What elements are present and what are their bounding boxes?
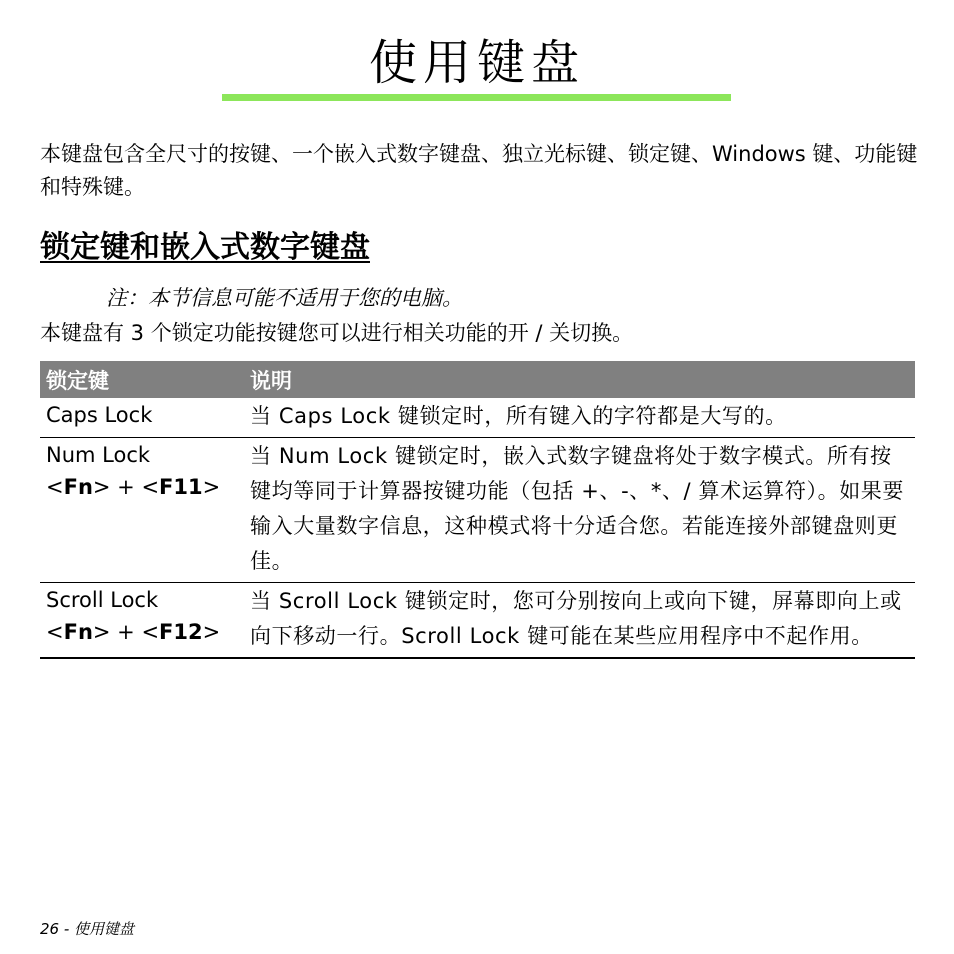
- shortcut-key: F12: [159, 620, 203, 644]
- lock-keys-intro: 本键盘有 3 个锁定功能按键您可以进行相关功能的开 / 关切换。: [40, 321, 634, 345]
- shortcut-bracket: <: [46, 620, 64, 644]
- lock-key-description: 当 Num Lock 键锁定时，嵌入式数字键盘将处于数字模式。所有按键均等同于计算器按键功能（包括 +、-、*、/ 算术运算符）。如果要输入大量数字信息，这种模式将十分适合您。若能连接外部键盘则更佳。: [236, 438, 915, 583]
- lock-key-cell: [40, 398, 236, 438]
- key-shortcut: [46, 471, 230, 503]
- shortcut-key: F11: [159, 475, 203, 499]
- key-shortcut: [46, 616, 230, 648]
- shortcut-bracket: >: [202, 475, 221, 499]
- lock-key-cell: [40, 438, 236, 583]
- section-heading: 锁定键和嵌入式数字键盘: [40, 230, 370, 265]
- note-text: 注：本节信息可能不适用于您的电脑。: [106, 286, 463, 310]
- shortcut-key: Fn: [63, 620, 93, 644]
- shortcut-bracket: <: [46, 475, 64, 499]
- title-accent-bar: [222, 94, 731, 101]
- lock-key-name: Caps Lock: [46, 403, 153, 427]
- lock-keys-table: [40, 361, 915, 659]
- lock-key-description: 当 Caps Lock 键锁定时，所有键入的字符都是大写的。: [236, 398, 915, 438]
- shortcut-plus: > + <: [92, 475, 160, 499]
- table-header-description: 说明: [236, 361, 915, 398]
- shortcut-bracket: >: [202, 620, 221, 644]
- lock-key-cell: [40, 583, 236, 659]
- table-header-row: [40, 361, 915, 398]
- table-row: [40, 398, 915, 438]
- shortcut-plus: > + <: [92, 620, 160, 644]
- page-title: 使用键盘: [368, 35, 585, 91]
- intro-paragraph: 本键盘包含全尺寸的按键、一个嵌入式数字键盘、独立光标键、锁定键、Windows 键、功能键和特殊键。: [40, 142, 918, 199]
- table-header-lock-key: 锁定键: [40, 361, 236, 398]
- table-row: [40, 438, 915, 583]
- page-footer: 26 - 使用键盘: [40, 920, 135, 938]
- shortcut-key: Fn: [63, 475, 93, 499]
- table-row: [40, 583, 915, 659]
- lock-key-description: 当 Scroll Lock 键锁定时，您可分别按向上或向下键，屏幕即向上或向下移动一行。Scroll Lock 键可能在某些应用程序中不起作用。: [236, 583, 915, 659]
- lock-key-name: Num Lock: [46, 443, 151, 467]
- lock-key-name: Scroll Lock: [46, 588, 159, 612]
